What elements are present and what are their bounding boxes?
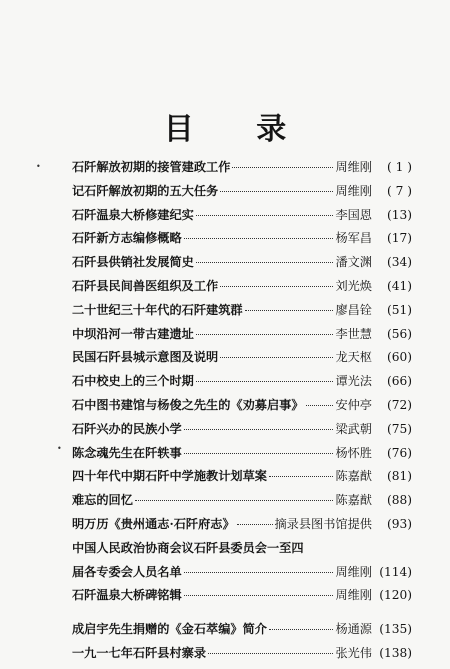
entry-page-number: (56) (386, 326, 412, 341)
entry-title: 一九一七年石阡县村寨录 (72, 645, 207, 660)
toc-entry[interactable] (72, 586, 412, 610)
dot-leader (184, 572, 334, 573)
entry-title: 记石阡解放初期的五大任务 (72, 183, 219, 198)
toc-entry[interactable] (72, 372, 412, 396)
dot-leader (196, 262, 334, 263)
toc-entry[interactable] (72, 348, 412, 372)
dot-leader (184, 238, 334, 239)
toc-entry[interactable] (72, 420, 412, 444)
dot-leader (135, 500, 334, 501)
toc-entry[interactable] (72, 539, 412, 563)
dot-leader (184, 595, 334, 596)
entry-page-number: (60) (386, 350, 412, 365)
entry-author: 谭光法 (335, 374, 372, 389)
entry-title: 届各专委会人员名单 (72, 564, 182, 579)
toc-entry[interactable] (72, 396, 412, 420)
entry-page-number: (41) (386, 278, 412, 293)
dot-leader (220, 191, 333, 192)
dot-leader (196, 334, 334, 335)
toc-entry[interactable] (72, 515, 412, 539)
dot-leader (196, 215, 334, 216)
entry-author: 陈嘉猷 (335, 469, 372, 484)
toc-entry[interactable] (72, 491, 412, 515)
entry-page-number: (81) (386, 469, 412, 484)
dot-leader (245, 310, 334, 311)
entry-author: 刘光焕 (335, 278, 372, 293)
dot-leader (208, 653, 333, 654)
entry-author: 周维刚 (335, 160, 372, 174)
dot-leader (184, 429, 334, 430)
entry-title: 四十年代中期石阡中学施教计划草案 (72, 469, 267, 484)
entry-title: 民国石阡县城示意图及说明 (72, 350, 219, 365)
entry-page-number: (138) (379, 645, 412, 660)
entry-page-number: ( 1 ) (386, 160, 412, 174)
entry-author: 周维刚 (335, 564, 372, 579)
entry-page-number: (114) (379, 564, 412, 579)
entry-page-number: (13) (386, 207, 412, 222)
dot-leader (232, 167, 333, 168)
toc-entry[interactable] (72, 182, 412, 206)
toc-entry[interactable] (72, 467, 412, 491)
dot-leader (184, 453, 334, 454)
entry-title: 石阡新方志编修概略 (72, 231, 182, 246)
entry-title: 成启宇先生捐赠的《金石萃编》简介 (72, 622, 267, 637)
entry-title: 二十世纪三十年代的石阡建筑群 (72, 302, 243, 317)
entry-page-number: (88) (386, 493, 412, 508)
entry-page-number: (135) (379, 622, 412, 637)
entry-title: 石阡县民间兽医组织及工作 (72, 278, 219, 293)
entry-title: 陈念魂先生在阡轶事 (72, 445, 182, 460)
toc-entry[interactable] (72, 301, 412, 325)
dot-leader (220, 357, 333, 358)
entry-title: 石阡温泉大桥碑铭辑 (72, 588, 182, 603)
entry-title: 难忘的回忆 (72, 493, 133, 508)
entry-page-number: (66) (386, 374, 412, 389)
entry-title: 石阡温泉大桥修建纪实 (72, 207, 194, 222)
entry-author: 陈嘉猷 (335, 493, 372, 508)
entry-page-number: (93) (386, 516, 412, 531)
entry-author: 梁武朝 (335, 421, 372, 436)
entry-author: 杨通源 (335, 622, 372, 637)
toc-entry[interactable] (72, 563, 412, 587)
entry-author: 龙天枢 (335, 350, 372, 365)
entry-page-number: (17) (386, 231, 412, 246)
dot-leader (269, 476, 333, 477)
toc-entry[interactable] (72, 229, 412, 253)
entry-author: 摘录县图书馆提供 (274, 516, 372, 531)
toc-entry[interactable] (72, 644, 412, 668)
dot-leader (269, 629, 333, 630)
entry-page-number: (120) (379, 588, 412, 603)
entry-title: 石阡兴办的民族小学 (72, 421, 182, 436)
toc-entry[interactable] (72, 206, 412, 230)
entry-author: 廖昌铨 (335, 302, 372, 317)
entry-title: 石中图书建馆与杨俊之先生的《劝募启事》 (72, 397, 304, 412)
page-title: 目 录 (163, 112, 313, 147)
entry-page-number: ( 7 ) (386, 183, 412, 198)
entry-author: 张光伟 (335, 645, 372, 660)
toc-entry[interactable] (72, 620, 412, 644)
entry-title: 石阡解放初期的接管建政工作 (72, 160, 231, 174)
entry-title: 中坝沿河一带古建遗址 (72, 326, 194, 341)
dot-leader (237, 524, 273, 525)
toc-entry[interactable] (72, 325, 412, 349)
entry-author: 李世慧 (335, 326, 372, 341)
dot-leader (196, 381, 334, 382)
table-of-contents (72, 158, 412, 668)
toc-entry[interactable] (72, 444, 412, 468)
entry-author: 周维刚 (335, 588, 372, 603)
entry-page-number: (75) (386, 421, 412, 436)
dot-leader (220, 286, 333, 287)
entry-author: 李国恩 (335, 207, 372, 222)
toc-entry[interactable] (72, 277, 412, 301)
entry-page-number: (76) (386, 445, 412, 460)
entry-page-number: (34) (386, 255, 412, 270)
dot-leader (306, 405, 334, 406)
entry-title: 石中校史上的三个时期 (72, 374, 194, 389)
entry-title: 中国人民政治协商会议石阡县委员会一至四 (72, 540, 304, 555)
entry-title: 石阡县供销社发展简史 (72, 255, 194, 270)
entry-author: 杨怀胜 (335, 445, 372, 460)
toc-entry[interactable] (72, 253, 412, 277)
entry-title: 明万历《贵州通志·石阡府志》 (72, 516, 235, 531)
entry-author: 周维刚 (335, 183, 372, 198)
toc-entry[interactable] (72, 158, 412, 182)
entry-author: 安仲亭 (335, 397, 372, 412)
margin-mark: • (36, 162, 41, 171)
entry-author: 潘文渊 (335, 255, 372, 270)
entry-page-number: (51) (386, 302, 412, 317)
entry-page-number: (72) (386, 397, 412, 412)
margin-mark: • (57, 444, 62, 453)
entry-author: 杨军昌 (335, 231, 372, 246)
